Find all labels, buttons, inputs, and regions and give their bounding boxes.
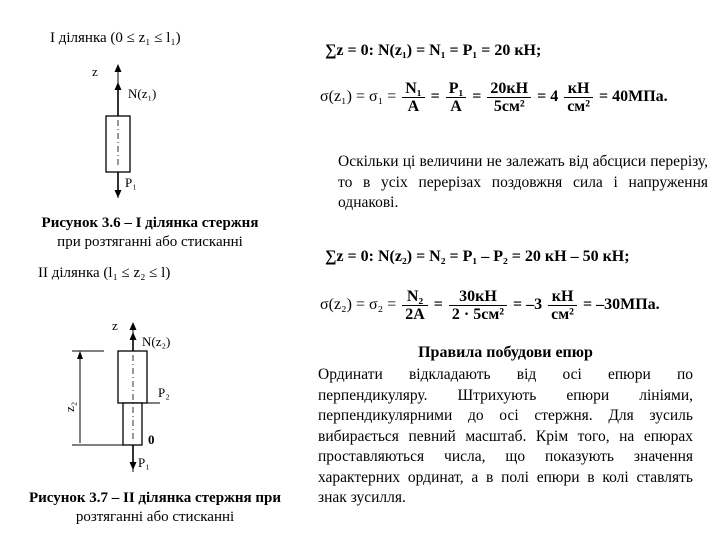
fig2-force-mid-label: P₂ [158, 385, 170, 400]
equation-1: ∑z = 0: N(z₁) = N₁ = P₁ = 20 кН; [325, 42, 542, 59]
eq2-f2-den: A [450, 98, 462, 115]
eq4-frac-3 [548, 288, 577, 323]
fig2-force-bottom-label: P₁ [138, 455, 150, 470]
eq4-f3-num: кН [548, 288, 577, 306]
eq2-f3-num: 20кН [487, 80, 531, 98]
eq4-f3-den: см² [551, 306, 574, 323]
fig2-force-top-arrow [130, 332, 137, 340]
eq2-f4-num: кН [564, 80, 593, 98]
eq2-f3-den: 5см² [493, 98, 525, 115]
eq2-frac-3 [487, 80, 531, 115]
equation-3: ∑z = 0: N(z₂) = N₂ = P₁ – P₂ = 20 кН – 50 кН; [325, 248, 630, 265]
caption2-line2: розтяганні або стисканні [75, 509, 235, 525]
fig2-axis-arrow [130, 322, 137, 330]
fig2-axis-label: z [112, 318, 118, 333]
eq2-f1-den: A [407, 98, 420, 115]
fig1-axis-label: z [92, 64, 98, 79]
fig1-force-bottom-label: P₁ [125, 175, 137, 190]
fig2-dim-label: z₂ [62, 401, 77, 412]
section2-heading: II ділянка (l₁ ≤ z₂ ≤ l) [38, 265, 171, 281]
eq4-frac-2 [449, 288, 507, 323]
fig1-force-top-label: N(z₁) [128, 86, 157, 101]
fig2-rod-narrow [123, 403, 142, 445]
eq2-f4-den: см² [567, 98, 590, 115]
figure-caption-2 [12, 489, 298, 527]
eq2-tail: = 40МПа. [599, 88, 668, 106]
figure-caption-1 [20, 214, 280, 252]
fig1-force-bottom-arrow [115, 190, 122, 198]
eq4-f2-den: 2 · 5см² [451, 306, 505, 323]
fig1-axis-arrow [115, 64, 122, 72]
equation-2 [320, 80, 668, 115]
eq2-eq-a: = [430, 88, 440, 106]
eq2-frac-2 [446, 80, 467, 115]
equation-4 [320, 288, 660, 323]
caption2-line1: Рисунок 3.7 – II ділянка стержня при [28, 490, 282, 506]
section1-heading: I ділянка (0 ≤ z₁ ≤ l₁) [50, 30, 181, 46]
fig1-force-top-arrow [115, 82, 122, 90]
eq4-f1-num: N₂ [402, 288, 428, 306]
fig2-zero-label: 0 [148, 432, 155, 447]
eq4-lhs: σ(z₂) = σ₂ = [320, 296, 397, 314]
eq2-lhs: σ(z₁) = σ₁ = [320, 88, 397, 106]
rules-title: Правила побудови епюр [418, 344, 593, 361]
eq4-frac-1 [402, 288, 428, 323]
fig2-force-top-label: N(z₂) [142, 334, 171, 349]
eq4-eq-a: = [433, 296, 443, 314]
eq2-frac-4 [564, 80, 593, 115]
paragraph-1-text: Оскільки ці величини не залежать від абсциси перерізу, то в усіх перерізах поздовжня сила і напруження однакові. [338, 153, 708, 211]
eq2-eq-c: = 4 [537, 88, 559, 106]
eq2-frac-1 [402, 80, 424, 115]
paragraph-constant-force [338, 152, 708, 214]
fig2-dim-arrow-top [77, 351, 83, 359]
eq2-f1-num: N₁ [402, 80, 424, 98]
eq2-eq-b: = [472, 88, 482, 106]
rules-paragraph [318, 365, 693, 509]
caption1-line2: при розтяганні або стисканні [57, 234, 243, 250]
rules-text: Ординати відкладають від осі епюри по перпендикуляру. Штрихують епюри лініями, перпендикулярними до осі стержня. Для зусиль вибирається певний масштаб. Крім того, на епюрах проставляються числа, що показують значення характерних ординат, а в полі епюри в колі ставлять знак зусилля. [318, 366, 693, 506]
fig2-force-bottom-arrow [130, 462, 137, 470]
eq4-f1-den: 2A [405, 306, 425, 323]
eq2-f2-num: P₁ [446, 80, 467, 98]
caption1-line1: Рисунок 3.6 – I ділянка стержня [41, 215, 259, 231]
eq4-f2-num: 30кН [449, 288, 507, 306]
fig2-rod-wide [118, 351, 147, 403]
eq4-tail: = –30МПа. [582, 296, 660, 314]
eq4-eq-b: = –3 [513, 296, 543, 314]
